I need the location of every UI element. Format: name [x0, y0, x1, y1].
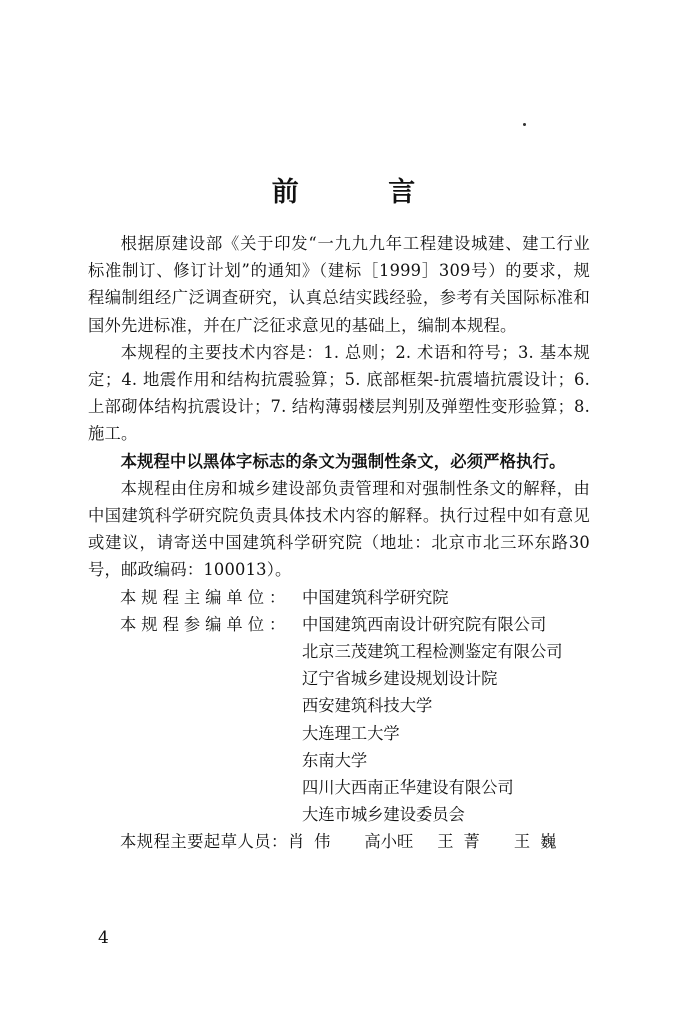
units-section [88, 584, 590, 856]
drafters-row [88, 828, 590, 855]
speck-mark [523, 123, 526, 126]
drafters-list [288, 828, 591, 855]
participating-unit-item: 四川大西南正华建设有限公司 [302, 778, 514, 798]
chief-unit-label: 本规程主编单位： [120, 587, 291, 607]
paragraph-mandatory-note: 本规程中以黑体字标志的条文为强制性条文，必须严格执行。 [120, 451, 566, 471]
chief-unit-row [88, 584, 590, 611]
page-title: 前 言 [271, 177, 456, 208]
drafter-name: 肖伟 [287, 832, 341, 852]
paragraph-contents: 本规程的主要技术内容是：1. 总则；2. 术语和符号；3. 基本规定；4. 地震作用和结构抗震验算；5. 底部框架-抗震墙抗震设计；6. 上部砌体结构抗震设计；7. 结构薄弱楼层判别及弹塑性变形验算；8. 施工。 [88, 342, 590, 444]
drafter-name: 王菁 [437, 832, 490, 852]
participating-unit-item: 西安建筑科技大学 [302, 696, 433, 716]
paragraph-background: 根据原建设部《关于印发“一九九九年工程建设城建、建工行业标准制订、修订计划”的通知》（建标［1999］309号）的要求，规程编制组经广泛调查研究，认真总结实践经验，参考有关国际标准和国外先进标准，并在广泛征求意见的基础上，编制本规程。 [88, 234, 590, 335]
participating-unit-item: 辽宁省城乡建设规划设计院 [302, 669, 498, 689]
drafter-name: 高小旺 [364, 832, 414, 852]
participating-unit-item: 大连市城乡建设委员会 [302, 805, 465, 825]
participating-unit-item: 中国建筑西南设计研究院有限公司 [302, 614, 547, 634]
preface-body [88, 230, 590, 856]
participating-unit-item: 大连理工大学 [302, 723, 400, 743]
drafter-name: 王巍 [513, 832, 567, 852]
paragraph-administration: 本规程由住房和城乡建设部负责管理和对强制性条文的解释，由中国建筑科学研究院负责具体技术内容的解释。执行过程中如有意见或建议，请寄送中国建筑科学研究院（地址：北京市北三环东路30号，邮政编码：100013）。 [88, 478, 590, 580]
participating-unit-item: 东南大学 [302, 750, 368, 770]
participating-unit-item: 北京三茂建筑工程检测鉴定有限公司 [302, 642, 563, 662]
drafters-label: 本规程主要起草人员： [120, 832, 288, 852]
chief-unit-value: 中国建筑科学研究院 [302, 587, 449, 607]
participating-units-row [88, 611, 590, 829]
participating-units-list [302, 611, 590, 829]
page-number: 4 [98, 928, 109, 948]
participating-units-label: 本规程参编单位： [120, 614, 291, 634]
